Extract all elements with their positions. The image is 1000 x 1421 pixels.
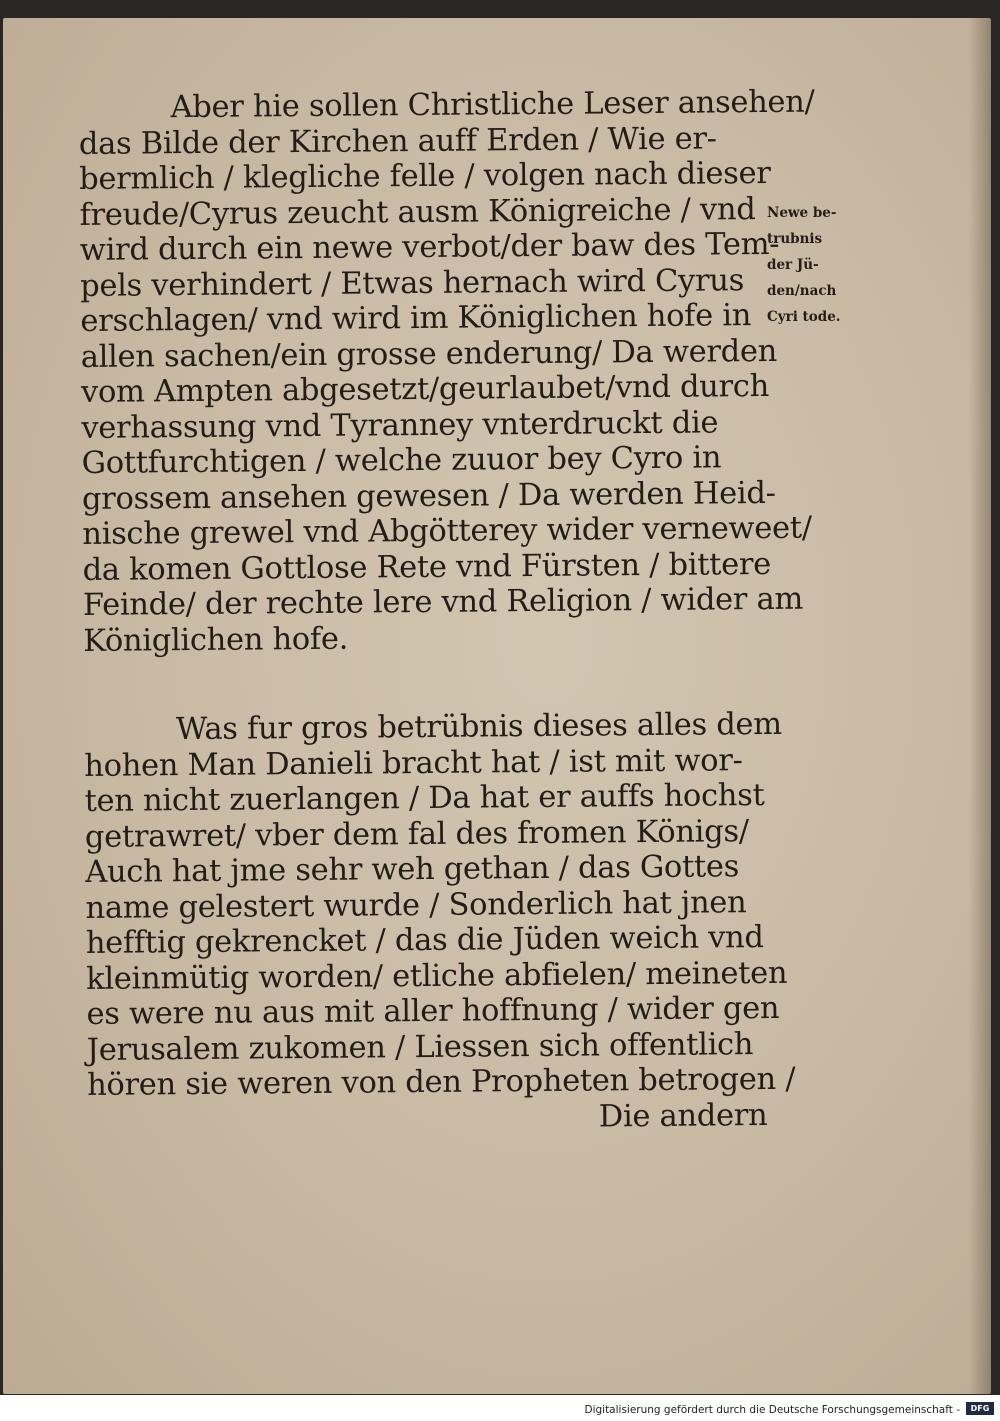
- text-line: es were nu aus mit aller hoffnung / wider gen: [86, 990, 780, 1032]
- marginal-note-line: trubnis: [767, 231, 823, 247]
- text-line: Was fur gros betrübnis dieses alles dem: [175, 706, 782, 748]
- book-page: [3, 18, 991, 1394]
- marginal-note-line: Newe be-: [767, 205, 837, 221]
- text-line: ten nicht zuerlangen / Da hat er auffs hochst: [84, 778, 765, 819]
- marginal-note-line: den/nach: [767, 283, 837, 299]
- text-line: kleinmütig worden/ etliche abfielen/ meineten: [86, 955, 788, 997]
- text-line: hören sie weren von den Propheten betrogen /: [86, 1061, 796, 1103]
- marginal-note-line: Cyri tode.: [767, 309, 841, 325]
- text-line: erschlagen/ vnd wird im Königlichen hofe in: [80, 298, 752, 339]
- text-line: Feinde/ der rechte lere vnd Religion / wider am: [82, 581, 804, 623]
- text-line: Königlichen hofe.: [83, 621, 349, 659]
- text-line: vom Ampten abgesetzt/geurlaubet/vnd durch: [80, 368, 770, 410]
- paragraph-2: [84, 706, 796, 1139]
- text-line: bermlich / klegliche felle / volgen nach dieser: [79, 155, 771, 197]
- text-line: wird durch ein newe verbot/der baw des Tem-: [79, 226, 780, 268]
- text-line: hefftig gekrencket / das die Jüden weich vnd: [85, 920, 764, 961]
- text-line: allen sachen/ein grosse enderung/ Da werden: [80, 333, 778, 375]
- text-line: Auch hat jme sehr weh gethan / das Gottes: [85, 849, 740, 890]
- text-line: name gelestert wurde / Sonderlich hat jnen: [85, 884, 747, 926]
- footer-credit: Digitalisierung gefördert durch die Deutsche Forschungsgemeinschaft -: [584, 1404, 960, 1416]
- text-line: verhassung vnd Tyranney vnterdruckt die: [81, 404, 719, 446]
- text-line: getrawret/ vber dem fal des fromen Königs/: [84, 813, 749, 855]
- text-line: Aber hie sollen Christliche Leser ansehen/: [170, 84, 815, 126]
- text-line: grossem ansehen gewesen / Da werden Heid-: [81, 475, 776, 517]
- text-line: da komen Gottlose Rete vnd Fürsten / bittere: [82, 546, 772, 588]
- text-line: hohen Man Danieli bracht hat / ist mit wor-: [84, 742, 743, 784]
- marginal-note-line: der Jü-: [767, 257, 819, 273]
- text-line: Gottfurchtigen / welche zuuor bey Cyro in: [81, 440, 722, 481]
- marginal-note: [767, 200, 877, 330]
- text-line: freude/Cyrus zeucht ausm Königreiche / vnd: [79, 191, 756, 233]
- text-line: das Bilde der Kirchen auff Erden / Wie er-: [78, 120, 717, 162]
- text-line: pels verhindert / Etwas hernach wird Cyrus: [79, 262, 745, 304]
- catchword: Die andern: [598, 1097, 768, 1134]
- text-line: nische grewel vnd Abgötterey wider verneweet/: [82, 510, 812, 552]
- text-line: Jerusalem zukomen / Liessen sich offentlich: [86, 1026, 754, 1068]
- dfg-logo: DFG: [966, 1402, 994, 1415]
